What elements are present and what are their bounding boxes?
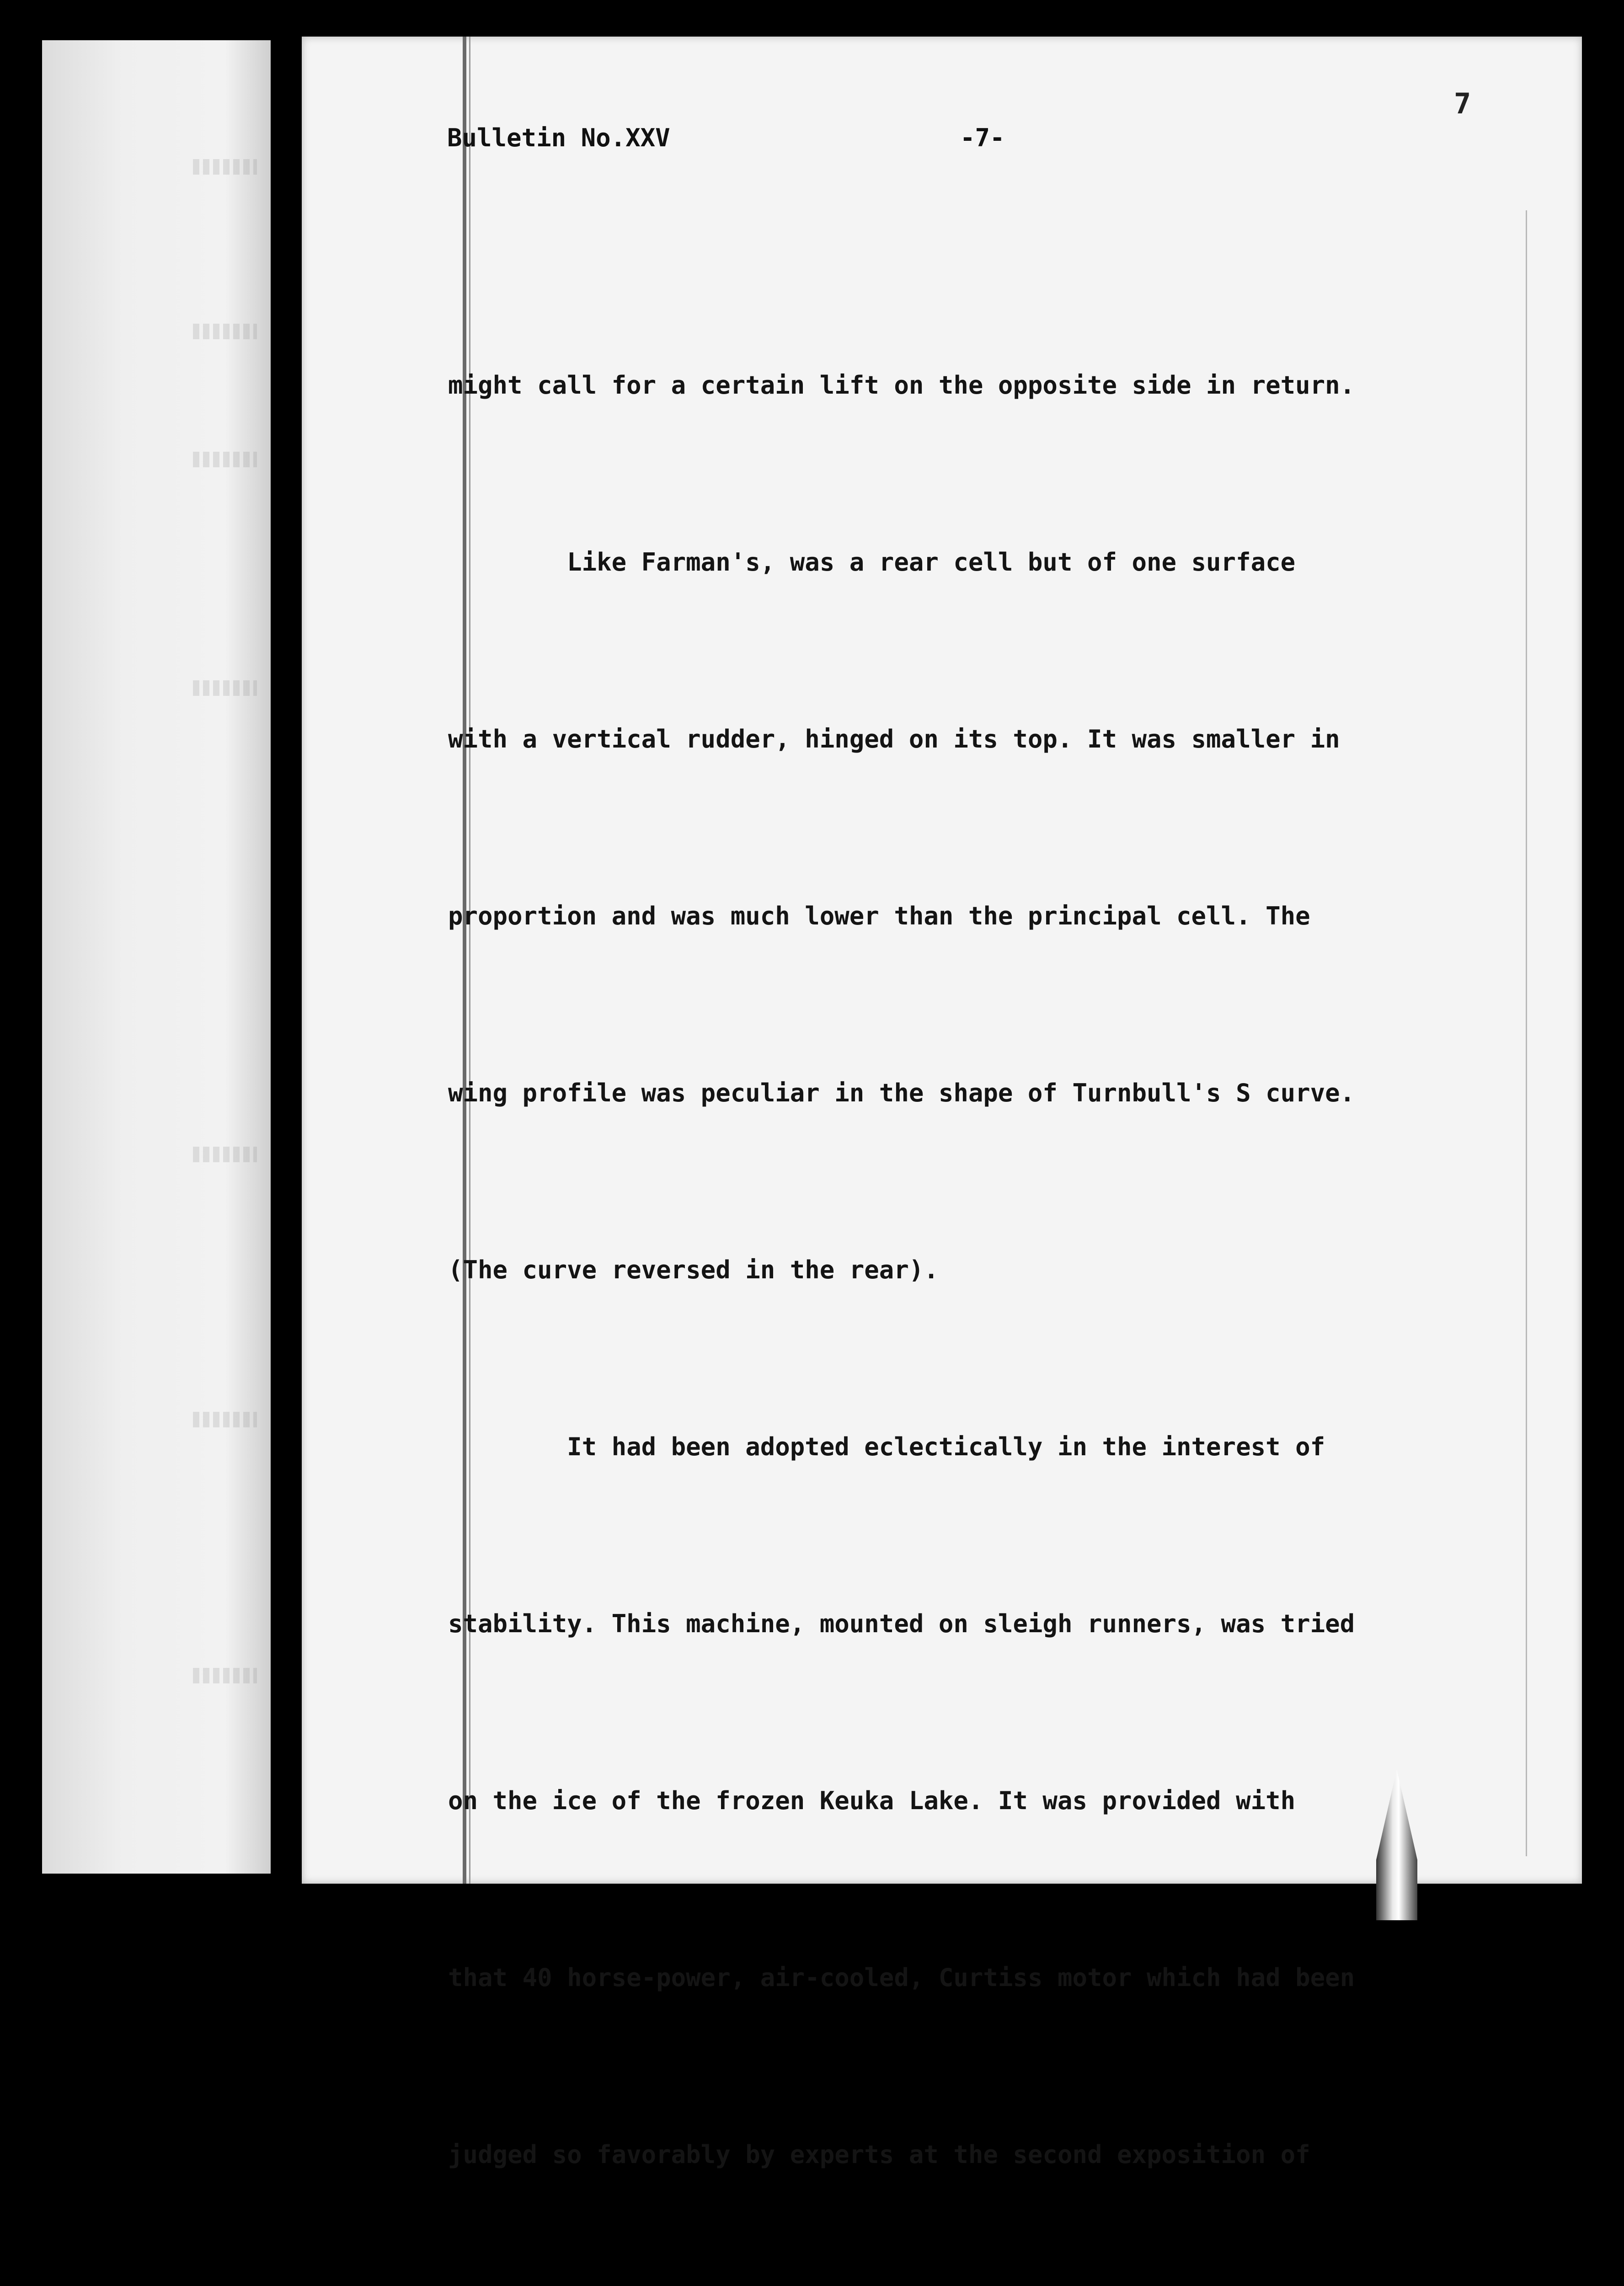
bleed-through-mark: [193, 1412, 257, 1427]
text-line: with a vertical rudder, hinged on its top. It was smaller in: [448, 725, 1340, 753]
text-line: (The curve reversed in the rear).: [448, 1255, 939, 1284]
bleed-through-mark: [193, 452, 257, 467]
text-line: wing profile was peculiar in the shape of Turnbull's S curve.: [448, 1079, 1355, 1107]
bleed-through-mark: [193, 159, 257, 175]
bleed-through-mark: [193, 324, 257, 339]
text-line: might call for a certain lift on the opposite side in return.: [448, 371, 1355, 400]
page-number: 7: [1454, 87, 1471, 120]
text-line: Like Farman's, was a rear cell but of one surface: [448, 548, 1296, 577]
bleed-through-mark: [193, 680, 257, 696]
previous-page-edge: [42, 40, 271, 1874]
text-line: judged so favorably by experts at the second exposition of: [448, 2140, 1310, 2169]
text-line: stability. This machine, mounted on sleigh runners, was tried: [448, 1609, 1355, 1638]
document-page: [302, 37, 1582, 2169]
typewritten-body: [448, 238, 1564, 2286]
text-line: that 40 horse-power, air-cooled, Curtiss motor which had been: [448, 1963, 1355, 1992]
text-line: on the ice of the frozen Keuka Lake. It was provided with: [448, 1786, 1296, 1815]
bleed-through-mark: [193, 1668, 257, 1683]
bulletin-heading: Bulletin No.XXV: [447, 123, 670, 152]
bleed-through-mark: [193, 1147, 257, 1162]
page-marker: -7-: [960, 123, 1005, 152]
text-line: proportion and was much lower than the principal cell. The: [448, 902, 1310, 930]
text-line: It had been adopted eclectically in the interest of: [448, 1432, 1325, 1461]
